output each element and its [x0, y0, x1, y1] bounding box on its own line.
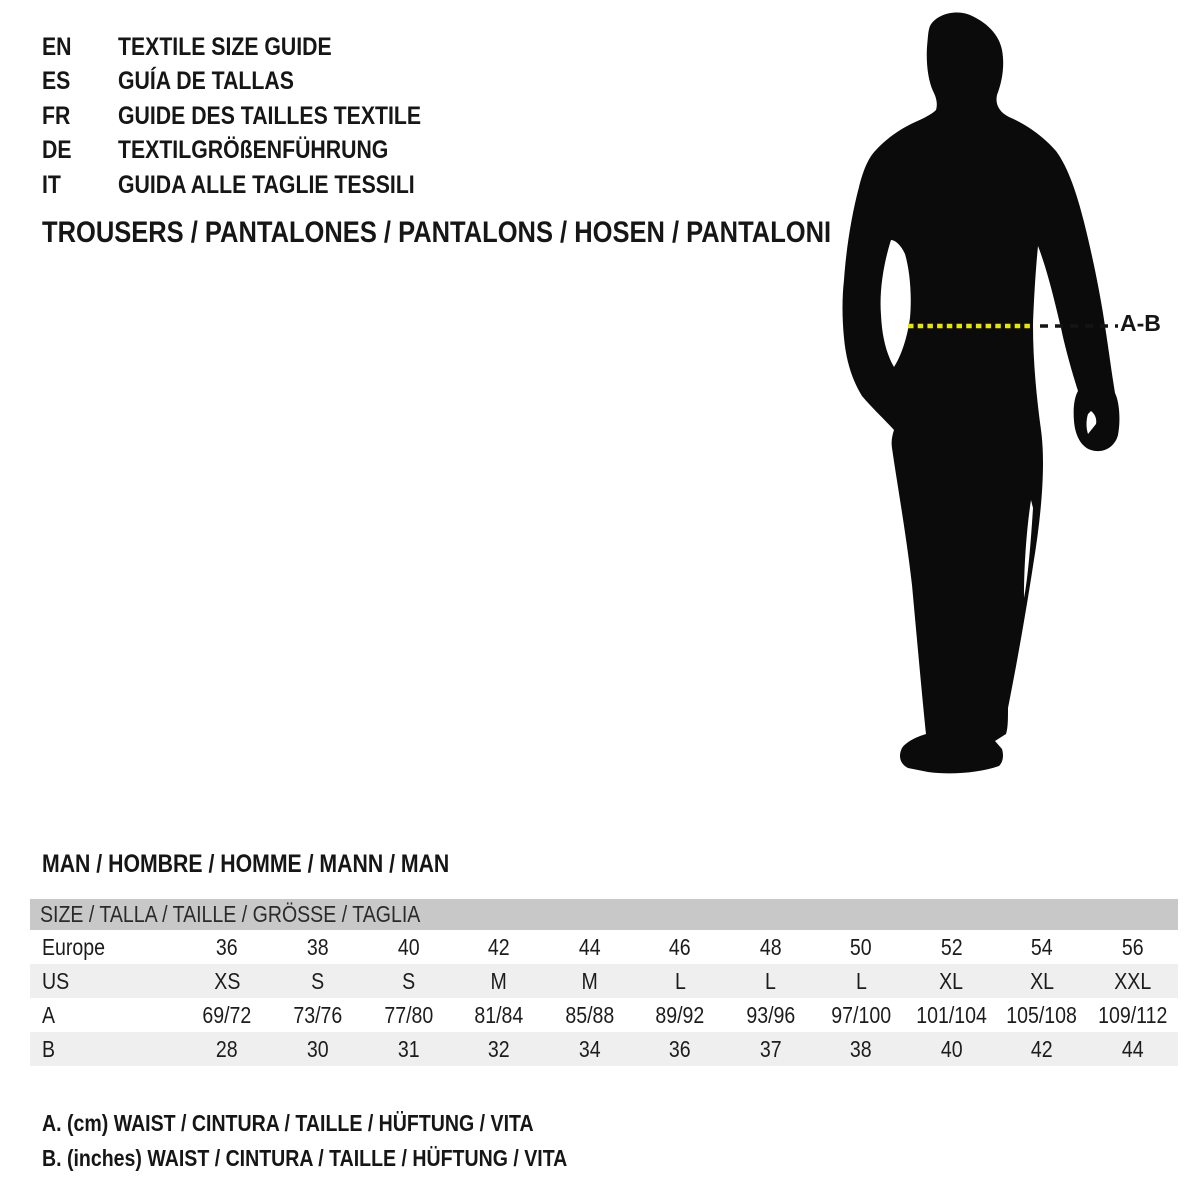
table-cell: 42	[1031, 1035, 1053, 1062]
table-cell: L	[765, 967, 776, 994]
table-cell: XXL	[1114, 967, 1152, 994]
table-cell: 28	[216, 1035, 239, 1062]
table-cell: 40	[397, 933, 420, 960]
table-cell: 44	[578, 933, 601, 960]
table-cell: 105/108	[1006, 1001, 1078, 1028]
table-cell: L	[674, 967, 686, 994]
product-heading: TROUSERS / PANTALONES / PANTALONS / HOSEN / PANTALONI	[42, 216, 832, 249]
language-code: DE	[42, 136, 72, 164]
footnote-a: A. (cm) WAIST / CINTURA / TAILLE / HÜFTUNG / VITA	[42, 1110, 534, 1136]
table-cell: 89/92	[655, 1001, 705, 1028]
table-cell: 101/104	[916, 1001, 987, 1028]
row-label: B	[42, 1035, 56, 1062]
table-cell: 30	[306, 1035, 329, 1062]
table-cell: 46	[669, 933, 691, 960]
size-table-grid	[30, 930, 1178, 1066]
table-cell: M	[490, 967, 507, 994]
measure-label: A-B	[1120, 310, 1161, 336]
table-row	[30, 964, 1178, 998]
language-code: FR	[42, 102, 71, 130]
table-cell: 109/112	[1098, 1001, 1168, 1028]
language-title: TEXTILGRÖßENFÜHRUNG	[118, 136, 389, 164]
table-cell: 73/76	[293, 1001, 343, 1028]
table-cell: XL	[1030, 967, 1054, 994]
table-cell: 85/88	[564, 1001, 614, 1028]
size-table	[30, 899, 1178, 1066]
table-cell: 38	[306, 933, 329, 960]
table-cell: 36	[216, 933, 239, 960]
table-cell: 48	[759, 933, 782, 960]
table-cell: 52	[940, 933, 963, 960]
row-label: A	[42, 1001, 56, 1028]
language-code: IT	[42, 171, 61, 199]
table-row	[30, 1032, 1178, 1066]
table-cell: 42	[487, 933, 510, 960]
table-row	[30, 930, 1178, 964]
table-cell: 50	[850, 933, 872, 960]
row-label: Europe	[42, 933, 106, 960]
table-cell: 31	[397, 1035, 420, 1062]
table-cell: 81/84	[474, 1001, 524, 1028]
table-cell: 69/72	[202, 1001, 252, 1028]
table-row	[30, 998, 1178, 1032]
size-table-body	[30, 930, 1178, 1066]
man-silhouette	[843, 12, 1120, 773]
table-cell: 40	[940, 1035, 963, 1062]
table-cell: 97/100	[831, 1001, 891, 1028]
footnote-b: B. (inches) WAIST / CINTURA / TAILLE / HÜFTUNG / VITA	[42, 1145, 568, 1171]
table-cell: 54	[1031, 933, 1053, 960]
table-cell: 36	[669, 1035, 691, 1062]
language-code: ES	[42, 67, 71, 95]
table-cell: S	[401, 967, 415, 994]
table-cell: S	[311, 967, 325, 994]
row-label: US	[42, 967, 70, 994]
table-cell: 34	[578, 1035, 601, 1062]
language-title: GUIDA ALLE TAGLIE TESSILI	[118, 171, 415, 199]
table-cell: 56	[1121, 933, 1144, 960]
table-cell: 93/96	[745, 1001, 795, 1028]
language-title: GUIDE DES TAILLES TEXTILE	[118, 102, 422, 130]
table-cell: 37	[759, 1035, 782, 1062]
table-cell: 32	[487, 1035, 510, 1062]
table-cell: 77/80	[383, 1001, 433, 1028]
size-table-header: SIZE / TALLA / TAILLE / GRÖSSE / TAGLIA	[30, 899, 1178, 930]
language-title: GUÍA DE TALLAS	[118, 67, 294, 95]
table-cell: XL	[939, 967, 964, 994]
language-code: EN	[42, 33, 72, 61]
table-cell: L	[855, 967, 867, 994]
table-cell: 38	[850, 1035, 872, 1062]
gender-heading: MAN / HOMBRE / HOMME / MANN / MAN	[42, 850, 450, 878]
table-cell: M	[581, 967, 598, 994]
language-title: TEXTILE SIZE GUIDE	[118, 33, 332, 61]
table-cell: XS	[214, 967, 241, 994]
table-cell: 44	[1121, 1035, 1144, 1062]
